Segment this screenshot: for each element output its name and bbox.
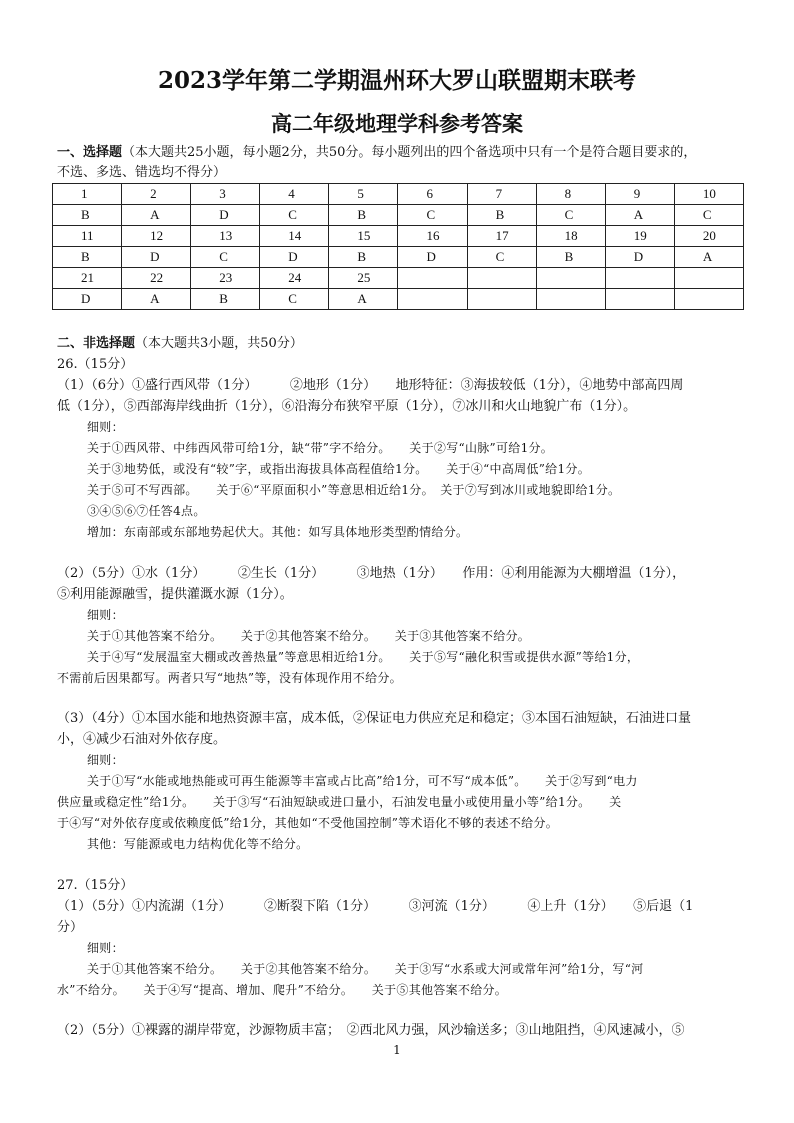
answer-table-cell: [398, 268, 467, 289]
answer-table-cell: A: [122, 289, 191, 310]
answer-table-cell: 24: [260, 268, 329, 289]
q26-title: 26.（15分）: [57, 357, 134, 372]
q26-3-rules-label: 细则：: [87, 753, 124, 767]
answer-table-cell: D: [53, 289, 122, 310]
answer-table-cell: C: [536, 205, 605, 226]
section2-heading: 二、非选择题: [57, 336, 136, 351]
answer-table-cell: A: [329, 289, 398, 310]
answer-table-cell: 12: [122, 226, 191, 247]
q26-2-rule-3: 不需前后因果都写。两者只写“地热”等，没有体现作用不给分。: [57, 671, 402, 685]
answer-table-cell: C: [398, 205, 467, 226]
answer-table-row: [53, 268, 744, 289]
answer-table-cell: B: [191, 289, 260, 310]
answer-table-cell: [536, 268, 605, 289]
answer-table-row: [53, 289, 744, 310]
q26-3-rule-4: 其他：写能源或电力结构优化等不给分。: [87, 837, 309, 851]
q26-1-rule-1: 关于①西风带、中纬西风带可给1分，缺“带”字不给分。 关于②写“山脉”可给1分。: [87, 441, 554, 455]
q26-3-rule-2: 供应量或稳定性”给1分。 关于③写“石油短缺或进口量小，石油发电量小或使用量小等”给1分。 关: [57, 795, 622, 809]
q26-2-line-1: （2）（5分）①水（1分） ②生长（1分） ③地热（1分） 作用：④利用能源为大棚增温（1分），: [57, 566, 686, 581]
answer-table-cell: B: [536, 247, 605, 268]
answer-table-cell: C: [467, 247, 536, 268]
page-number: 1: [393, 1043, 401, 1057]
answer-table-cell: 6: [398, 184, 467, 205]
answer-table-cell: C: [674, 205, 743, 226]
answer-table-cell: 21: [53, 268, 122, 289]
answer-table-cell: 22: [122, 268, 191, 289]
answer-table-cell: [467, 268, 536, 289]
answer-table-cell: 10: [674, 184, 743, 205]
answer-table-cell: D: [260, 247, 329, 268]
answer-table-cell: C: [260, 289, 329, 310]
answer-table-cell: 15: [329, 226, 398, 247]
answer-table-cell: 8: [536, 184, 605, 205]
q27-2-line-1: （2）（5分）①裸露的湖岸带宽，沙源物质丰富； ②西北风力强，风沙输送多；③山地阻挡，④风速减小，⑤: [57, 1023, 685, 1038]
q26-1-line-1: （1）（6分）①盛行西风带（1分） ②地形（1分） 地形特征：③海拔较低（1分），④地势中部高四周: [57, 378, 684, 393]
q27-1-rule-1: 关于①其他答案不给分。 关于②其他答案不给分。 关于③写“水系或大河或常年河”给1分，写“河: [87, 962, 644, 976]
answer-table-cell: [467, 289, 536, 310]
answer-table-cell: 18: [536, 226, 605, 247]
section1-desc: （本大题共25小题，每小题2分，共50分。每小题列出的四个备选项中只有一个是符合题目要求的，: [122, 145, 697, 160]
answer-table-cell: 2: [122, 184, 191, 205]
answer-table-row: [53, 226, 744, 247]
answer-table-cell: [605, 268, 674, 289]
answer-table-cell: A: [674, 247, 743, 268]
q26-2-rule-1: 关于①其他答案不给分。 关于②其他答案不给分。 关于③其他答案不给分。: [87, 629, 531, 643]
q27-1-line-2: 分）: [57, 920, 84, 935]
section1-heading: 一、选择题: [57, 145, 123, 160]
section2-desc: （本大题共3小题，共50分）: [135, 336, 303, 351]
answer-table-cell: [674, 268, 743, 289]
answer-table-cell: [536, 289, 605, 310]
answer-table-cell: 1: [53, 184, 122, 205]
answer-table-cell: 20: [674, 226, 743, 247]
q26-1-line-2: 低（1分），⑤西部海岸线曲折（1分），⑥沿海分布狭窄平原（1分），⑦冰川和火山地貌广布（1分）。: [57, 399, 637, 414]
answer-table-cell: C: [260, 205, 329, 226]
answer-table-cell: B: [329, 247, 398, 268]
q26-3-rule-3: 于④写“对外依存度或依赖度低”给1分，其他如“不受他国控制”等术语化不够的表述不给分。: [57, 816, 559, 830]
answer-table-cell: D: [605, 247, 674, 268]
q26-1-rule-2: 关于③地势低，或没有“较”字，或指出海拔具体高程值给1分。 关于④“中高周低”给1分。: [87, 462, 591, 476]
answer-table-cell: [674, 289, 743, 310]
answer-table-cell: 9: [605, 184, 674, 205]
section1-desc-2: 不选、多选、错选均不得分）: [57, 165, 227, 180]
answer-table-cell: C: [191, 247, 260, 268]
q26-1-rules-label: 细则：: [87, 420, 124, 434]
answer-table-cell: A: [605, 205, 674, 226]
q26-3-line-1: （3）（4分）①本国水能和地热资源丰富，成本低，②保证电力供应充足和稳定；③本国石油短缺，石油进口量: [57, 711, 692, 726]
q26-2-rule-2: 关于④写“发展温室大棚或改善热量”等意思相近给1分。 关于⑤写“融化积雪或提供水源”等给1分，: [87, 650, 640, 664]
answer-table-cell: D: [191, 205, 260, 226]
answer-table-row: [53, 247, 744, 268]
page-title: 2023学年第二学期温州环大罗山联盟期末联考: [157, 67, 636, 94]
q27-1-line-1: （1）（5分）①内流湖（1分） ②断裂下陷（1分） ③河流（1分） ④上升（1分） ⑤后退（1: [57, 899, 694, 914]
q27-title: 27.（15分）: [57, 878, 134, 893]
answer-table-cell: 25: [329, 268, 398, 289]
answer-table-cell: 23: [191, 268, 260, 289]
answer-table-cell: 3: [191, 184, 260, 205]
answer-table-row: [53, 184, 744, 205]
q26-1-rule-5: 增加：东南部或东部地势起伏大。其他：如写具体地形类型酌情给分。: [87, 525, 469, 539]
q27-1-rule-2: 水”不给分。 关于④写“提高、增加、爬升”不给分。 关于⑤其他答案不给分。: [57, 983, 508, 997]
answer-table-cell: 19: [605, 226, 674, 247]
answer-table-cell: 5: [329, 184, 398, 205]
q26-1-rule-4: ③④⑤⑥⑦任答4点。: [87, 504, 206, 518]
answer-table-cell: B: [467, 205, 536, 226]
answer-table-cell: B: [329, 205, 398, 226]
answer-table: [52, 183, 744, 310]
answer-table-cell: D: [398, 247, 467, 268]
q26-1-rule-3: 关于⑤可不写西部。 关于⑥“平原面积小”等意思相近给1分。 关于⑦写到冰川或地貌即给1分。: [87, 483, 621, 497]
answer-table-cell: D: [122, 247, 191, 268]
answer-table-cell: B: [53, 247, 122, 268]
answer-table-cell: 17: [467, 226, 536, 247]
q26-2-rules-label: 细则：: [87, 608, 124, 622]
q27-1-rules-label: 细则：: [87, 941, 124, 955]
answer-table-cell: 11: [53, 226, 122, 247]
answer-table-cell: A: [122, 205, 191, 226]
section2-intro: [57, 333, 747, 354]
answer-table-cell: 4: [260, 184, 329, 205]
answer-table-row: [53, 205, 744, 226]
answer-table-cell: 14: [260, 226, 329, 247]
q26-2-line-2: ⑤利用能源融雪，提供灌溉水源（1分）。: [57, 587, 293, 602]
answer-table-cell: 7: [467, 184, 536, 205]
q26-3-rule-1: 关于①写“水能或地热能或可再生能源等丰富或占比高”给1分，可不写“成本低”。 关于②写到“电力: [87, 774, 638, 788]
answer-table-cell: 16: [398, 226, 467, 247]
answer-table-cell: 13: [191, 226, 260, 247]
answer-table-cell: B: [53, 205, 122, 226]
answer-table-cell: [398, 289, 467, 310]
q26-3-line-2: 小，④减少石油对外依存度。: [57, 732, 227, 747]
section1-intro: [57, 142, 747, 163]
page-subtitle: 高二年级地理学科参考答案: [271, 111, 523, 136]
answer-table-cell: [605, 289, 674, 310]
